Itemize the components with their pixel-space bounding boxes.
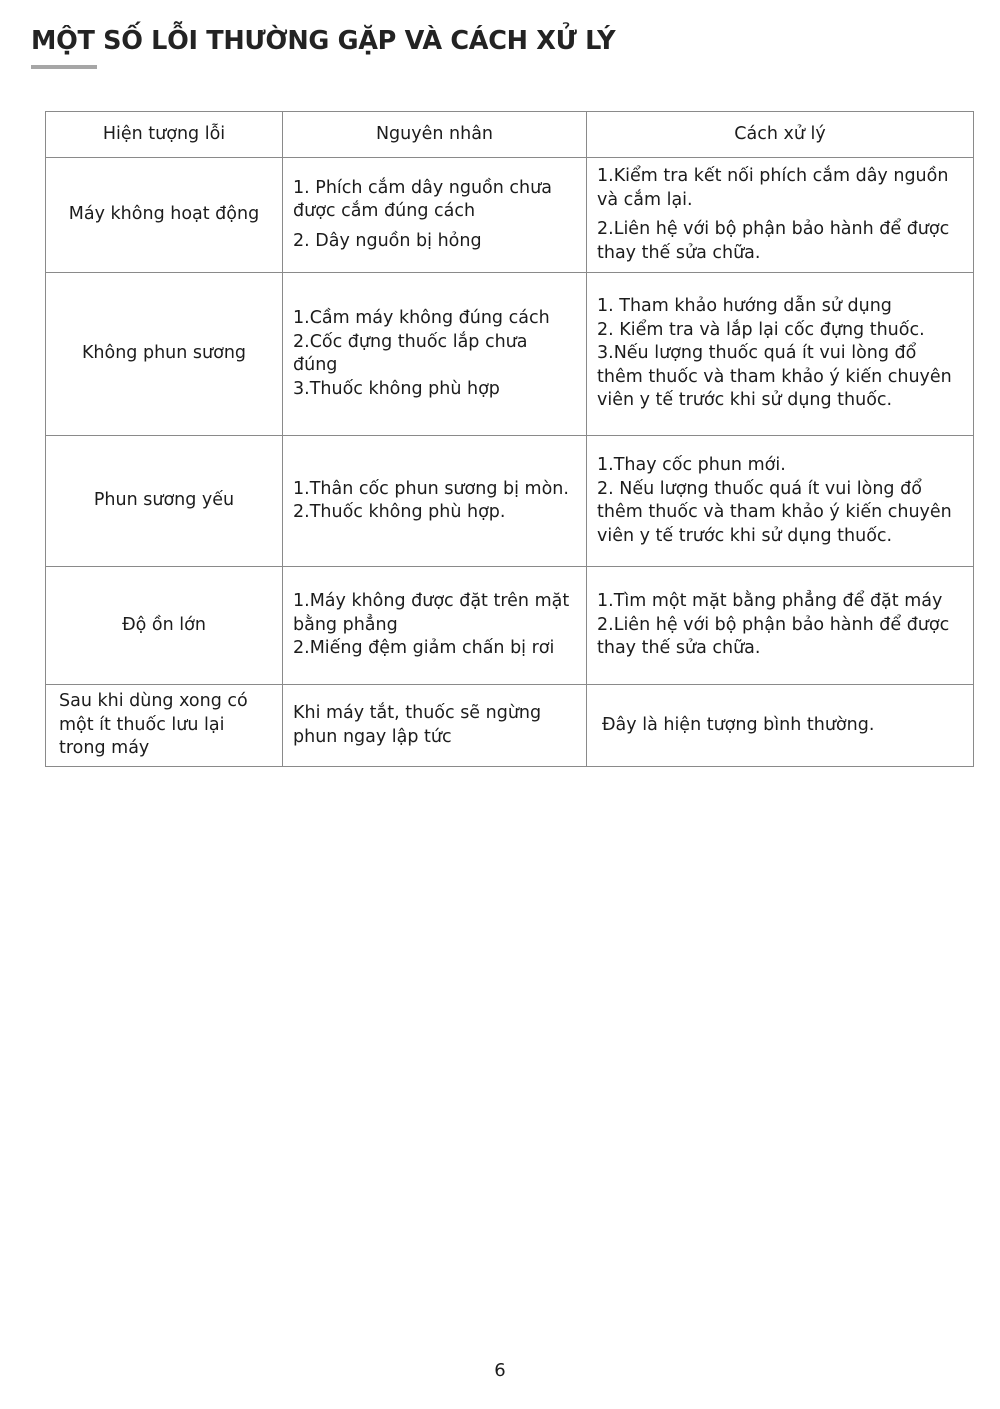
solution-line: 3.Nếu lượng thuốc quá ít vui lòng đổ thêm thuốc và tham khảo ý kiến chuyên viên y tế trước khi sử dụng thuốc. (597, 343, 952, 411)
solution-line: 2. Nếu lượng thuốc quá ít vui lòng đổ thêm thuốc và tham khảo ý kiến chuyên viên y tế trước khi sử dụng thuốc. (597, 478, 952, 546)
page-title: MỘT SỐ LỖI THƯỜNG GẶP VÀ CÁCH XỬ LÝ (31, 26, 616, 56)
symptom-cell: Sau khi dùng xong có một ít thuốc lưu lại trong máy (46, 685, 283, 767)
cause-line: Khi máy tắt, thuốc sẽ ngừng phun ngay lập tức (293, 703, 542, 747)
title-underline (31, 65, 97, 69)
table-row (46, 436, 974, 567)
cause-line: 1.Cầm máy không đúng cách (293, 308, 550, 328)
symptom-cell: Phun sương yếu (46, 436, 283, 567)
solution-cell (587, 685, 974, 767)
table-row (46, 273, 974, 436)
cause-cell (283, 567, 587, 685)
cause-line: 2.Cốc đựng thuốc lắp chưa đúng (293, 331, 528, 375)
solution-line: 1.Tìm một mặt bằng phẳng để đặt máy (597, 591, 943, 612)
cause-cell (283, 685, 587, 767)
troubleshooting-table (45, 111, 974, 767)
cause-cell (283, 158, 587, 273)
header-symptom: Hiện tượng lỗi (46, 112, 283, 158)
header-cause: Nguyên nhân (283, 112, 587, 158)
symptom-cell: Máy không hoạt động (46, 158, 283, 273)
table-row (46, 685, 974, 767)
solution-line: 1. Tham khảo hướng dẫn sử dụng (597, 296, 892, 317)
table-row (46, 158, 974, 273)
cause-line: 1.Máy không được đặt trên mặt bằng phẳng (293, 591, 570, 635)
cause-cell (283, 273, 587, 436)
cause-cell (283, 436, 587, 567)
table-header-row (46, 112, 974, 158)
solution-cell (587, 158, 974, 273)
solution-cell (587, 436, 974, 567)
table-row (46, 567, 974, 685)
page-number: 6 (494, 1360, 506, 1381)
solution-line: 2.Liên hệ với bộ phận bảo hành để được thay thế sửa chữa. (597, 219, 950, 263)
cause-line: 2.Thuốc không phù hợp. (293, 502, 506, 522)
symptom-cell: Không phun sương (46, 273, 283, 436)
cause-line: 1. Phích cắm dây nguồn chưa được cắm đúng cách (293, 177, 552, 222)
symptom-cell: Độ ồn lớn (46, 567, 283, 685)
solution-line: Đây là hiện tượng bình thường. (602, 714, 875, 735)
solution-line: 1.Thay cốc phun mới. (597, 455, 786, 475)
solution-line: 2.Liên hệ với bộ phận bảo hành để được thay thế sửa chữa. (597, 614, 950, 659)
solution-line: 2. Kiểm tra và lắp lại cốc đựng thuốc. (597, 319, 925, 340)
solution-cell (587, 273, 974, 436)
solution-cell (587, 567, 974, 685)
solution-line: 1.Kiểm tra kết nối phích cắm dây nguồn và cắm lại. (597, 166, 949, 210)
cause-line: 2.Miếng đệm giảm chấn bị rơi (293, 638, 555, 659)
header-solution: Cách xử lý (587, 112, 974, 158)
cause-line: 1.Thân cốc phun sương bị mòn. (293, 478, 569, 499)
cause-line: 2. Dây nguồn bị hỏng (293, 230, 482, 251)
cause-line: 3.Thuốc không phù hợp (293, 378, 500, 399)
